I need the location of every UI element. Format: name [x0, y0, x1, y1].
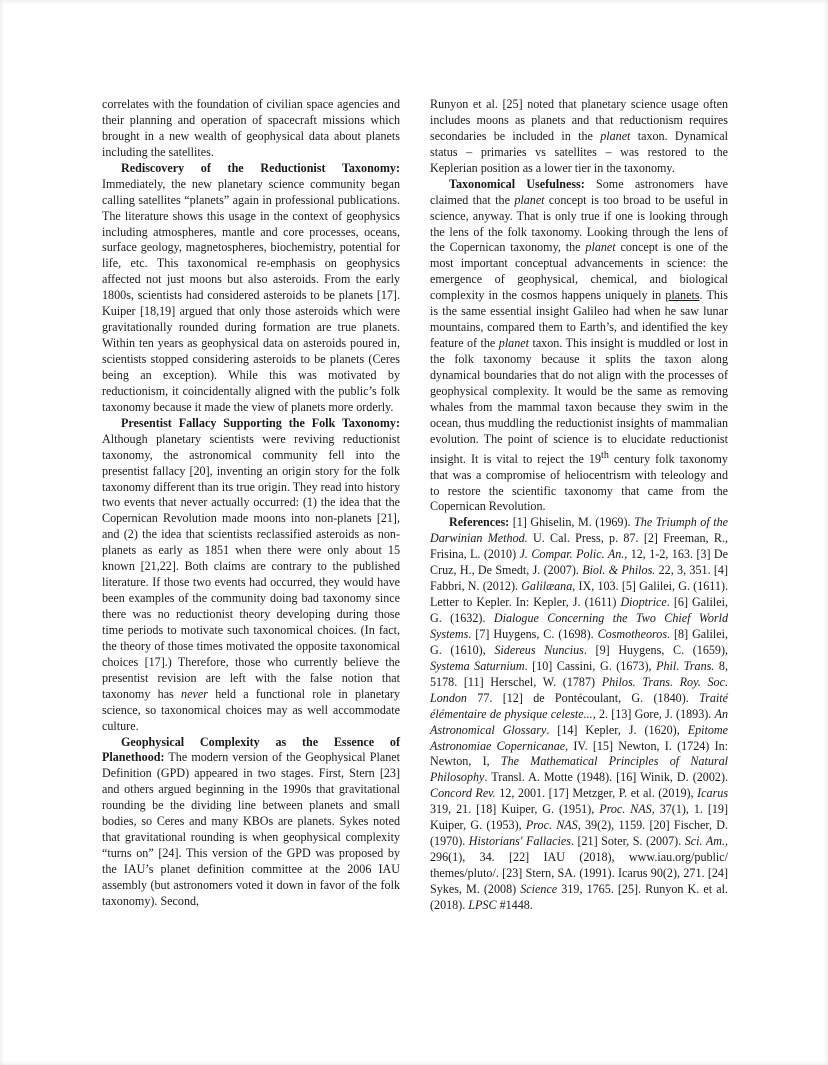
paragraph-continuation: correlates with the foundation of civilian space agencies and their planning and operation of spacecraft missions which brought in a new wealth of geophysical data about planets including the satellites.	[102, 97, 400, 159]
paragraph-runyon: Runyon et al. [25] noted that planetary science usage often includes moons as planets and that reductionism requires secondaries be included in the planet taxon. Dynamical status – primaries vs satellites – was restored to the Keplerian position as a lower tier in the taxonomy.	[430, 97, 728, 175]
paragraph-rediscovery: Rediscovery of the Reductionist Taxonomy: Immediately, the new planetary science community began calling satellites “planets” again in professional publications. The literature shows this usage in the context of geophysics including atmospheres, mantle and core processes, oceans, surface geology, magnetospheres, biochemistry, potential for life, etc. This taxonomical re-emphasis on geophysics affected not just moons but also asteroids. From the early 1800s, scientists had considered asteroids to be planets [17]. Kuiper [18,19] argued that only those asteroids which were gravitationally rounded during formation are true planets. Within ten years as geophysical data on asteroids poured in, scientists stopped considering asteroids to be planets (Ceres being an exception). While this was motivated by reductionism, it coincidentally aligned with the public’s folk taxonomy because it made the view of planets more orderly.	[102, 160, 400, 414]
paragraph-presentist-fallacy: Presentist Fallacy Supporting the Folk Taxonomy: Although planetary scientists were reviving reductionist taxonomy, the astronomical community fell into the presentist fallacy [20], inventing an origin story for the folk taxonomy different than its true origin. They read into history two events that never actually occurred: (1) the idea that the Copernican Revolution made moons into non-planets [21], and (2) the idea that scientists reclassified asteroids as non-planets as early as 1851 when there were only about 15 known [21,22]. Both claims are contrary to the published literature. If those two events had occurred, they would have been examples of the community doing bad taxonomy since there was no reductionist theory developing during those time periods to motivate such taxonomical choices. (In fact, the theory of those times motivated the opposite taxonomical choices [17].) Therefore, those who currently believe the presentist revision are left with the false notion that taxonomy has never held a functional role in planetary science, so taxonomical choices may as well accommodate culture.	[102, 415, 400, 733]
right-column	[430, 97, 728, 914]
left-column	[102, 97, 400, 910]
section-heading: Rediscovery of the Reductionist Taxonomy:	[121, 160, 400, 175]
section-heading: Geophysical Complexity as the Essence of Planethood:	[102, 734, 400, 765]
paragraph-geophysical-complexity: Geophysical Complexity as the Essence of Planethood: The modern version of the Geophysical Planet Definition (GPD) appeared in two stages. First, Stern [23] and others argued beginning in the 1990s that gravitational rounding be the dividing line between planets and small bodies, so Ceres and many KBOs are planets. Sykes noted that gravitational rounding is when geophysical complexity “turns on” [24]. This version of the GPD was proposed by the IAU’s planet definition committee at the 2006 IAU assembly (but astronomers voted it down in favor of the folk taxonomy). Second,	[102, 734, 400, 908]
section-heading: Taxonomical Usefulness:	[449, 176, 585, 191]
section-heading: Presentist Fallacy Supporting the Folk Taxonomy:	[121, 415, 400, 430]
paragraph-taxonomical-usefulness: Taxonomical Usefulness: Some astronomers have claimed that the planet concept is too broad to be useful in science, anyway. That is only true if one is looking through the lens of the folk taxonomy. Looking through the lens of the Copernican taxonomy, the planet concept is one of the most important conceptual advancements in science: the emergence of geophysical, chemical, and biological complexity in the cosmos happens uniquely in planets. This is the same essential insight Galileo had when he saw lunar mountains, compared them to Earth’s, and identified the key feature of the planet taxon. This insight is muddled or lost in the folk taxonomy because it splits the taxon along dynamical boundaries that do not align with the processes of geophysical complexity. It would be the same as removing whales from the mammal taxon because they swim in the ocean, thus muddling the reductionist insights of mammalian evolution. The point of science is to elucidate reductionist insight. It is vital to reject the 19th century folk taxonomy that was a compromise of heliocentrism with teleology and to restore the scientific taxonomy that came from the Copernican Revolution.	[430, 176, 729, 514]
section-heading: References:	[449, 515, 510, 530]
references: References: [1] Ghiselin, M. (1969). The Triumph of the Darwinian Method. U. Cal. Press, p. 87. [2] Freeman, R., Frisina, L. (2010) J. Compar. Polic. An., 12, 1-2, 163. [3] De Cruz, H., De Smedt, J. (2007). Biol. & Philos. 22, 3, 351. [4] Fabbri, N. (2012). Galilæana, IX, 103. [5] Galilei, G. (1611). Letter to Kepler. In: Kepler, J. (1611) Dioptrice. [6] Galilei, G. (1632). Dialogue Concerning the Two Chief World Systems. [7] Huygens, C. (1698). Cosmotheoros. [8] Galilei, G. (1610), Sidereus Nuncius. [9] Huygens, C. (1659), Systema Saturnium. [10] Cassini, G. (1673), Phil. Trans. 8, 5178. [11] Herschel, W. (1787) Philos. Trans. Roy. Soc. London 77. [12] de Pontécoulant, G. (1840). Traité élémentaire de physique celeste..., 2. [13] Gore, J. (1893). An Astronomical Glossary. [14] Kepler, J. (1620), Epitome Astronomiae Copernicanae, IV. [15] Newton, I. (1724) In: Newton, I, The Mathematical Principles of Natural Philosophy. Transl. A. Motte (1948). [16] Winik, D. (2002). Concord Rev. 12, 2001. [17] Metzger, P. et al. (2019), Icarus 319, 21. [18] Kuiper, G. (1951), Proc. NAS, 37(1), 1. [19] Kuiper, G. (1953), Proc. NAS, 39(2), 1159. [20] Fischer, D. (1970). Historians' Fallacies. [21] Soter, S. (2007). Sci. Am., 296(1), 34. [22] IAU (2018), www.iau.org/public/ themes/pluto/. [23] Stern, SA. (1991). Icarus 90(2), 271. [24] Sykes, M. (2008) Science 319, 1765. [25]. Runyon K. et al. (2018). LPSC #1448.	[430, 515, 729, 912]
